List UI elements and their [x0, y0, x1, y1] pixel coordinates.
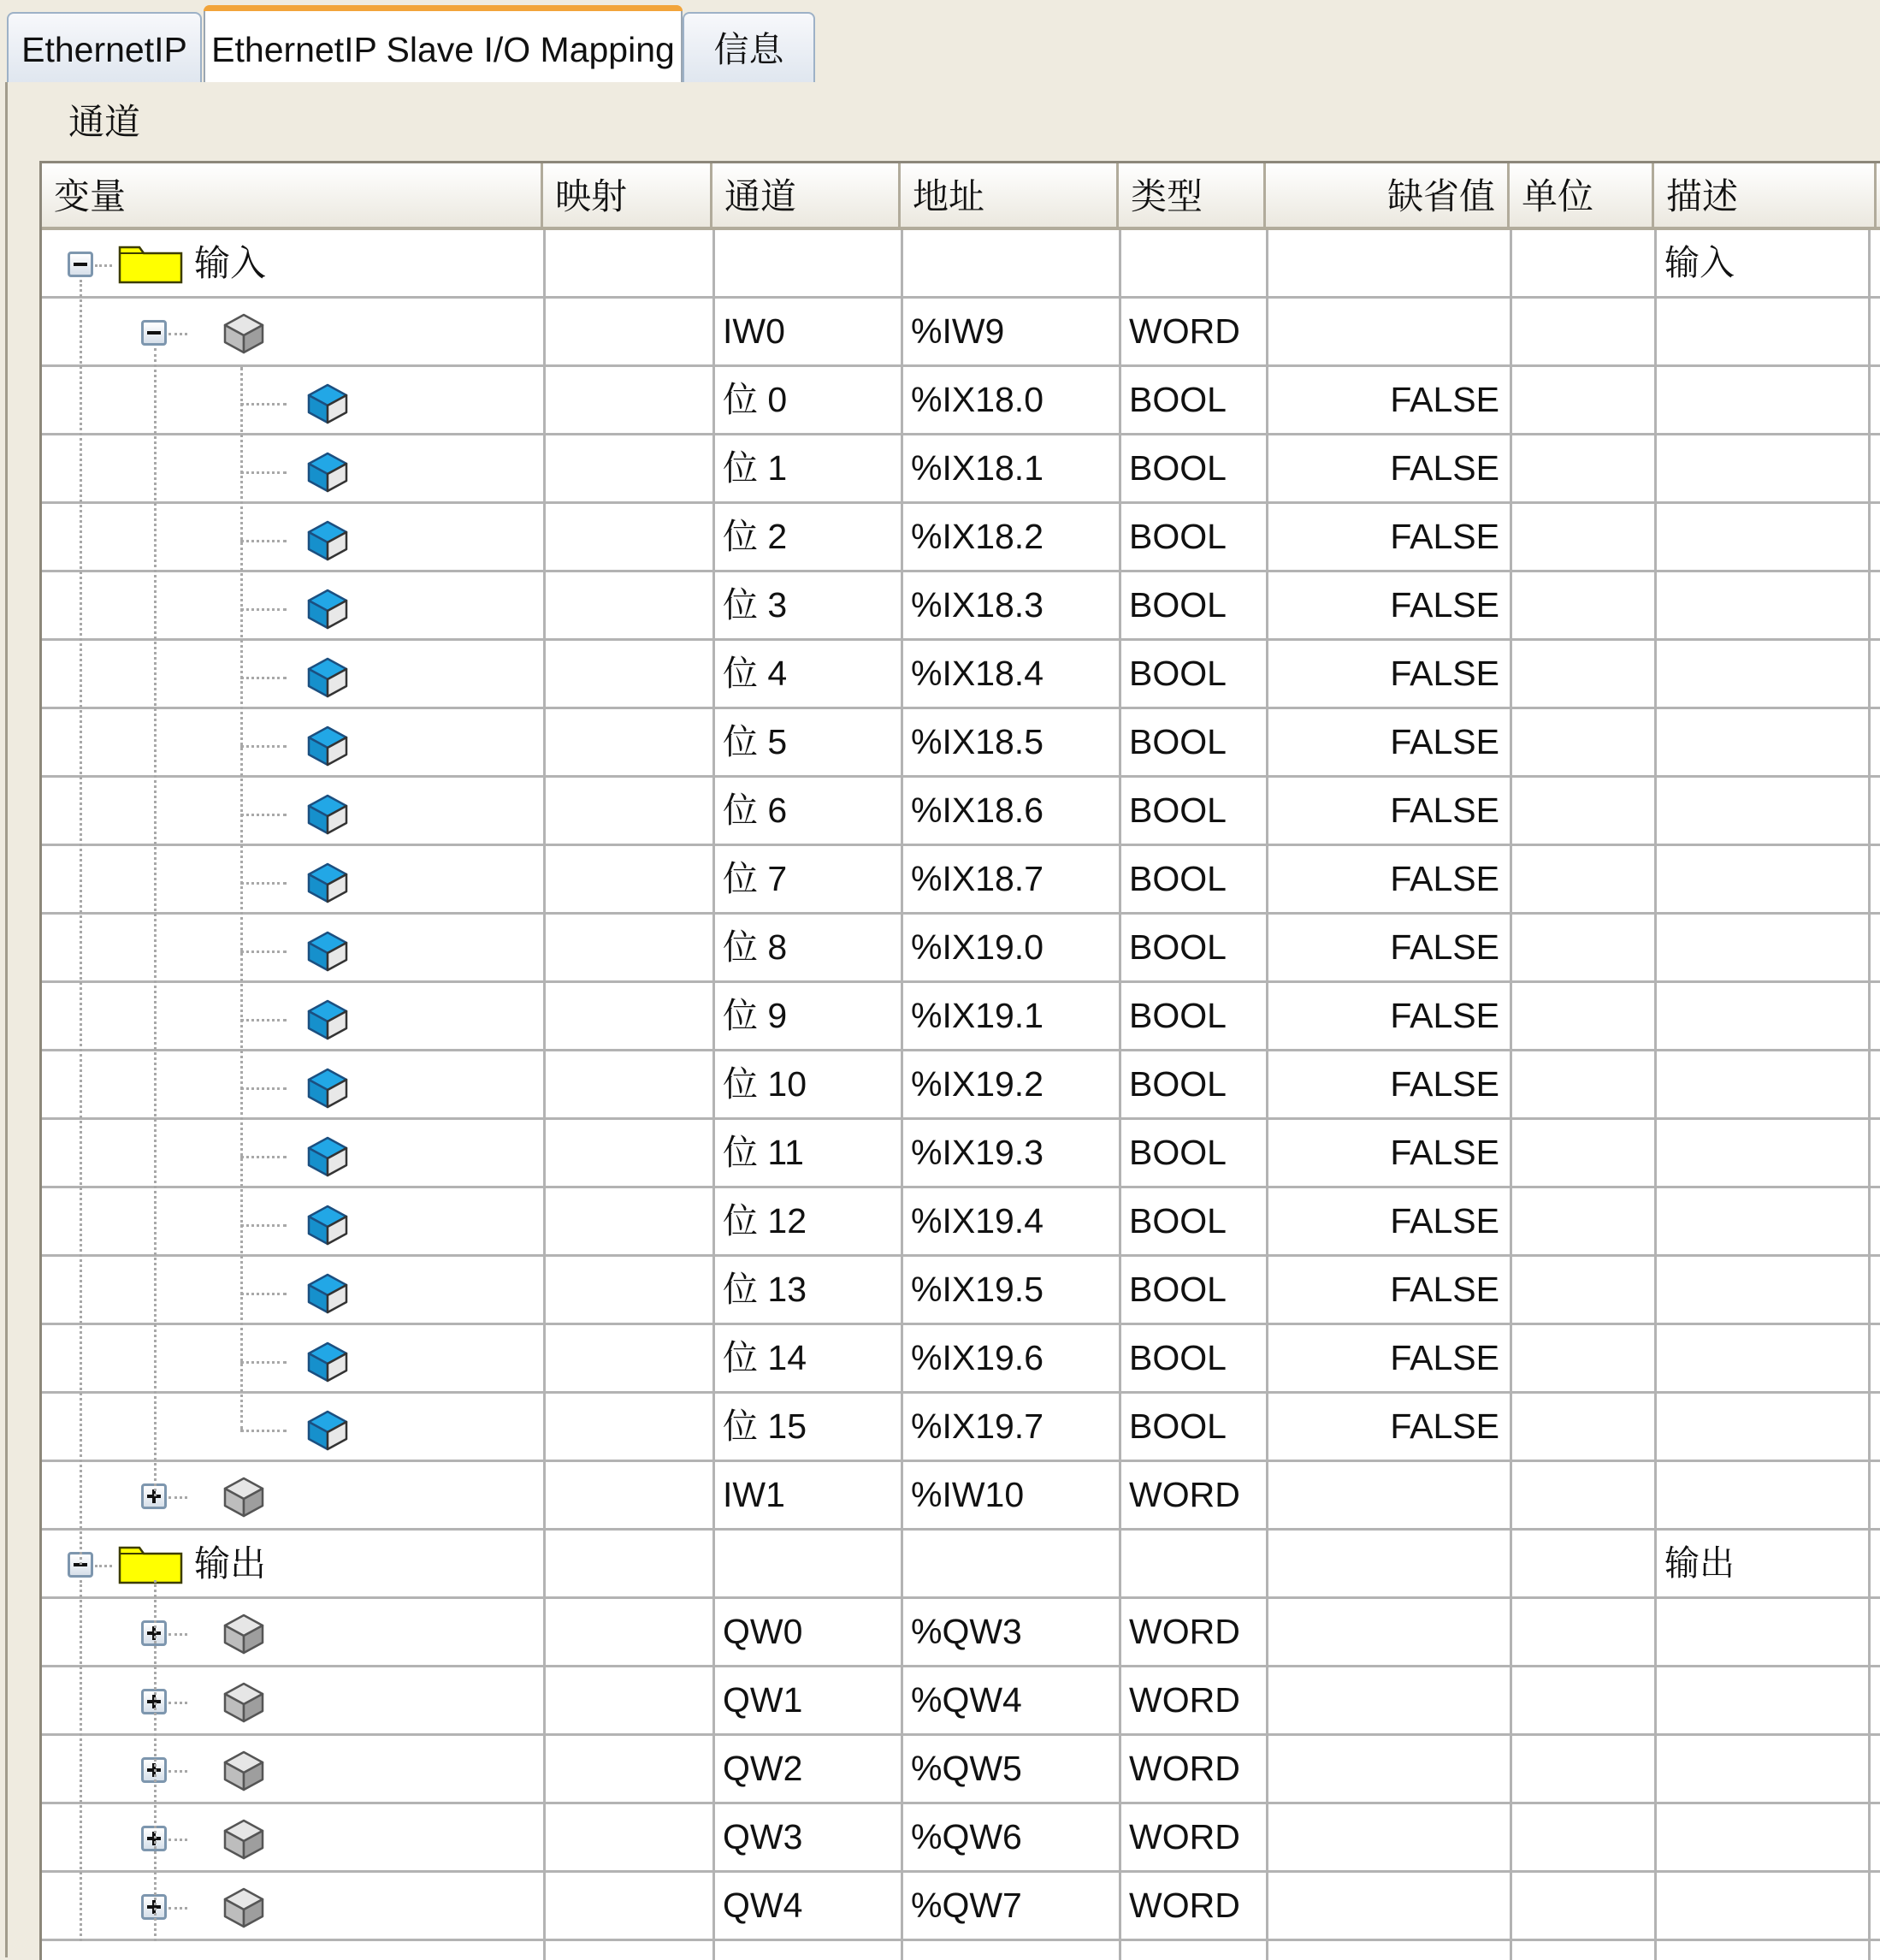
- cell-description[interactable]: [1654, 1462, 1868, 1528]
- cell-description[interactable]: [1654, 915, 1868, 980]
- cell-address[interactable]: %IX18.1: [911, 448, 1043, 488]
- cell-channel[interactable]: 位 10: [723, 1064, 807, 1104]
- tree-connector: [240, 1361, 287, 1364]
- tree-connector: [168, 1702, 187, 1704]
- folder-icon: [117, 1543, 184, 1585]
- cell-mapping[interactable]: [543, 1394, 712, 1460]
- cell-channel[interactable]: 位 2: [723, 517, 788, 556]
- cell-address[interactable]: %IX19.1: [911, 996, 1043, 1035]
- bit-channel-icon: [305, 927, 350, 974]
- column-divider: [1510, 230, 1512, 1960]
- cell-mapping[interactable]: [543, 1120, 712, 1186]
- bit-channel-icon: [305, 1270, 350, 1316]
- cell-type: WORD: [1129, 1612, 1240, 1651]
- tab-ethernetip[interactable]: EthernetIP: [7, 12, 202, 84]
- cell-address[interactable]: %IW10: [911, 1475, 1025, 1514]
- cell-mapping[interactable]: [543, 641, 712, 707]
- column-divider: [1868, 230, 1871, 1960]
- bit-channel-icon: [305, 654, 350, 700]
- cell-unit[interactable]: [1510, 983, 1654, 1049]
- bit-row[interactable]: [42, 1394, 1880, 1462]
- cell-channel[interactable]: QW3: [723, 1817, 803, 1856]
- cell-default[interactable]: FALSE: [1390, 791, 1499, 830]
- column-header-unit[interactable]: 单位: [1510, 163, 1654, 230]
- cell-default[interactable]: FALSE: [1390, 722, 1499, 761]
- cell-type: WORD: [1129, 311, 1240, 351]
- tree-connector: [240, 1293, 287, 1295]
- cell-address[interactable]: %QW7: [911, 1886, 1022, 1925]
- cell-default[interactable]: [1266, 230, 1510, 296]
- cell-unit[interactable]: [1510, 1873, 1654, 1939]
- word-row[interactable]: [42, 1462, 1880, 1531]
- cell-description[interactable]: [1654, 504, 1868, 570]
- tree-connector: [95, 264, 112, 267]
- cell-type: BOOL: [1129, 1338, 1227, 1377]
- tree-connector: [240, 1019, 287, 1021]
- cell-address[interactable]: %QW3: [911, 1612, 1022, 1651]
- cell-address[interactable]: %IX19.6: [911, 1338, 1043, 1377]
- tree-connector: [240, 1156, 287, 1158]
- cell-mapping[interactable]: [543, 778, 712, 844]
- cell-channel[interactable]: 位 5: [723, 722, 788, 761]
- cell-description[interactable]: [1654, 1394, 1868, 1460]
- cell-description[interactable]: [1654, 983, 1868, 1049]
- cell-default[interactable]: FALSE: [1390, 585, 1499, 625]
- cell-default[interactable]: [1266, 1531, 1510, 1596]
- cell-description[interactable]: [1654, 1804, 1868, 1870]
- cell-address[interactable]: %IX18.5: [911, 722, 1043, 761]
- cell-channel[interactable]: QW4: [723, 1886, 803, 1925]
- cell-type: WORD: [1129, 1886, 1240, 1925]
- cell-unit[interactable]: [1510, 709, 1654, 775]
- cell-unit[interactable]: [1510, 1736, 1654, 1802]
- cell-mapping[interactable]: [543, 1257, 712, 1323]
- bit-channel-icon: [305, 1338, 350, 1384]
- word-channel-icon: [222, 1473, 266, 1519]
- word-row[interactable]: [42, 1667, 1880, 1736]
- tree-guide-line: [80, 1580, 82, 1941]
- cell-default[interactable]: FALSE: [1390, 654, 1499, 693]
- column-header-mapping[interactable]: 映射: [543, 163, 712, 230]
- tree-connector: [168, 1907, 187, 1910]
- cell-description[interactable]: [1654, 1188, 1868, 1254]
- cell-address[interactable]: %IX19.3: [911, 1133, 1043, 1172]
- tree-connector: [168, 1839, 187, 1841]
- cell-channel[interactable]: 位 15: [723, 1406, 807, 1446]
- column-header-type[interactable]: 类型: [1119, 163, 1266, 230]
- column-header-description[interactable]: 描述: [1654, 163, 1877, 230]
- cell-description[interactable]: [1654, 1736, 1868, 1802]
- column-divider: [1119, 230, 1121, 1960]
- cell-type: BOOL: [1129, 927, 1227, 967]
- cell-unit[interactable]: [1510, 1051, 1654, 1117]
- cell-description[interactable]: [1654, 1051, 1868, 1117]
- bit-channel-icon: [305, 1064, 350, 1110]
- cell-default[interactable]: FALSE: [1390, 859, 1499, 898]
- bit-channel-icon: [305, 448, 350, 494]
- cell-type: [1119, 1531, 1266, 1596]
- cell-type: BOOL: [1129, 859, 1227, 898]
- cell-address[interactable]: %IX19.0: [911, 927, 1043, 967]
- cell-type: BOOL: [1129, 517, 1227, 556]
- cell-default[interactable]: [1266, 1804, 1510, 1870]
- tree-connector: [168, 1770, 187, 1773]
- tree-guide-line: [80, 280, 82, 1565]
- word-channel-icon: [222, 1610, 266, 1656]
- cell-unit[interactable]: [1510, 572, 1654, 638]
- cell-unit[interactable]: [1510, 915, 1654, 980]
- cell-unit[interactable]: [1510, 1599, 1654, 1665]
- cell-default[interactable]: FALSE: [1390, 1406, 1499, 1446]
- cell-default[interactable]: FALSE: [1390, 1338, 1499, 1377]
- bit-row[interactable]: [42, 641, 1880, 709]
- cell-address[interactable]: %IX19.2: [911, 1064, 1043, 1104]
- bit-row[interactable]: [42, 572, 1880, 641]
- bit-channel-icon: [305, 791, 350, 837]
- cell-type: BOOL: [1129, 1201, 1227, 1241]
- folder-label: 输出: [194, 1543, 267, 1584]
- cell-mapping[interactable]: [543, 367, 712, 433]
- cell-description[interactable]: [1654, 1325, 1868, 1391]
- word-channel-icon: [222, 1747, 266, 1793]
- cell-address[interactable]: %IX19.4: [911, 1201, 1043, 1241]
- cell-mapping[interactable]: [543, 1051, 712, 1117]
- cell-address[interactable]: %QW4: [911, 1680, 1022, 1720]
- cell-address[interactable]: %IX18.0: [911, 380, 1043, 419]
- cell-type: BOOL: [1129, 1133, 1227, 1172]
- tree-connector: [240, 1430, 287, 1432]
- cell-address[interactable]: %IX19.5: [911, 1270, 1043, 1309]
- cell-mapping[interactable]: [543, 1599, 712, 1665]
- cell-unit[interactable]: [1510, 1462, 1654, 1528]
- cell-unit[interactable]: [1510, 1531, 1654, 1596]
- cell-description[interactable]: 输出: [1664, 1543, 1735, 1583]
- cell-type: WORD: [1129, 1749, 1240, 1788]
- cell-mapping[interactable]: [543, 1531, 712, 1596]
- tree-connector: [240, 882, 287, 885]
- cell-unit[interactable]: [1510, 1325, 1654, 1391]
- cell-channel[interactable]: QW2: [723, 1749, 803, 1788]
- bit-row[interactable]: [42, 709, 1880, 778]
- cell-mapping[interactable]: [543, 1188, 712, 1254]
- cell-default[interactable]: [1266, 1599, 1510, 1665]
- bit-channel-icon: [305, 517, 350, 563]
- cell-mapping[interactable]: [543, 230, 712, 296]
- cell-mapping[interactable]: [543, 1736, 712, 1802]
- tree-connector: [240, 677, 287, 679]
- bit-row[interactable]: [42, 504, 1880, 572]
- cell-default[interactable]: [1266, 1736, 1510, 1802]
- cell-unit[interactable]: [1510, 1120, 1654, 1186]
- cell-channel[interactable]: 位 12: [723, 1201, 807, 1241]
- cell-unit[interactable]: [1510, 641, 1654, 707]
- cell-mapping[interactable]: [543, 1667, 712, 1733]
- cell-address[interactable]: %IX18.4: [911, 654, 1043, 693]
- tab-info[interactable]: 信息: [683, 12, 815, 84]
- cell-address[interactable]: %IX18.6: [911, 791, 1043, 830]
- cell-type: BOOL: [1129, 791, 1227, 830]
- section-label: 通道: [68, 102, 141, 142]
- cell-channel[interactable]: 位 4: [723, 654, 788, 693]
- word-row[interactable]: [42, 1804, 1880, 1873]
- cell-address[interactable]: [901, 230, 1119, 296]
- word-channel-icon: [222, 1884, 266, 1930]
- cell-description[interactable]: [1654, 778, 1868, 844]
- bit-channel-icon: [305, 585, 350, 631]
- cell-mapping[interactable]: [543, 299, 712, 364]
- folder-row[interactable]: [42, 230, 1880, 299]
- cell-default[interactable]: FALSE: [1390, 517, 1499, 556]
- cell-default[interactable]: [1266, 1462, 1510, 1528]
- cell-description[interactable]: [1654, 1667, 1868, 1733]
- cell-unit[interactable]: [1510, 846, 1654, 912]
- cell-channel[interactable]: 位 7: [723, 859, 788, 898]
- bit-row[interactable]: [42, 1120, 1880, 1188]
- tree-connector: [240, 608, 287, 611]
- column-header-default[interactable]: 缺省值: [1266, 163, 1510, 230]
- folder-row[interactable]: [42, 1531, 1880, 1599]
- cell-type: WORD: [1129, 1817, 1240, 1856]
- bit-row[interactable]: [42, 1188, 1880, 1257]
- bit-row[interactable]: [42, 1257, 1880, 1325]
- cell-mapping[interactable]: [543, 435, 712, 501]
- cell-channel[interactable]: 位 6: [723, 791, 788, 830]
- cell-channel[interactable]: [712, 1531, 901, 1596]
- cell-channel[interactable]: IW0: [723, 311, 785, 351]
- cell-description[interactable]: [1654, 1599, 1868, 1665]
- cell-address[interactable]: %IX18.7: [911, 859, 1043, 898]
- tab-ethernetip-slave-io-mapping[interactable]: EthernetIP Slave I/O Mapping: [204, 5, 683, 84]
- tree-connector: [168, 1496, 187, 1499]
- cell-mapping[interactable]: [543, 709, 712, 775]
- tree-connector: [240, 814, 287, 816]
- cell-unit[interactable]: [1510, 230, 1654, 296]
- bit-row[interactable]: [42, 846, 1880, 915]
- folder-icon: [117, 242, 184, 285]
- cell-address[interactable]: %IX18.2: [911, 517, 1043, 556]
- collapse-icon[interactable]: [141, 320, 167, 346]
- cell-mapping[interactable]: [543, 1325, 712, 1391]
- cell-address[interactable]: %IX19.7: [911, 1406, 1043, 1446]
- cell-address[interactable]: [901, 1531, 1119, 1596]
- cell-description[interactable]: [1654, 1873, 1868, 1939]
- cell-unit[interactable]: [1510, 435, 1654, 501]
- cell-type: BOOL: [1129, 585, 1227, 625]
- tree-connector: [240, 950, 287, 953]
- folder-label: 输入: [194, 243, 267, 283]
- cell-default[interactable]: FALSE: [1390, 996, 1499, 1035]
- cell-channel[interactable]: 位 3: [723, 585, 788, 625]
- cell-default[interactable]: FALSE: [1390, 927, 1499, 967]
- bit-row[interactable]: [42, 778, 1880, 846]
- tree-connector: [240, 1224, 287, 1227]
- tree-connector: [95, 1565, 112, 1567]
- cell-type: BOOL: [1129, 1064, 1227, 1104]
- cell-unit[interactable]: [1510, 778, 1654, 844]
- cell-description[interactable]: [1654, 709, 1868, 775]
- cell-channel[interactable]: 位 0: [723, 380, 788, 419]
- bit-channel-icon: [305, 996, 350, 1042]
- column-divider: [543, 230, 546, 1960]
- cell-unit[interactable]: [1510, 504, 1654, 570]
- cell-type: BOOL: [1129, 996, 1227, 1035]
- column-header-address[interactable]: 地址: [901, 163, 1119, 230]
- column-divider: [901, 230, 903, 1960]
- cell-type: BOOL: [1129, 1406, 1227, 1446]
- word-row[interactable]: [42, 1736, 1880, 1804]
- io-mapping-grid: [39, 161, 1880, 1960]
- cell-mapping[interactable]: [543, 983, 712, 1049]
- tree-guide-line: [240, 367, 243, 1430]
- cell-description[interactable]: [1654, 1120, 1868, 1186]
- column-header-channel[interactable]: 通道: [712, 163, 901, 230]
- cell-default[interactable]: FALSE: [1390, 1201, 1499, 1241]
- cell-channel[interactable]: 位 8: [723, 927, 788, 967]
- cell-address[interactable]: %IX18.3: [911, 585, 1043, 625]
- cell-channel[interactable]: 位 9: [723, 996, 788, 1035]
- cell-channel[interactable]: QW0: [723, 1612, 803, 1651]
- cell-default[interactable]: FALSE: [1390, 448, 1499, 488]
- cell-description[interactable]: [1654, 299, 1868, 364]
- cell-mapping[interactable]: [543, 572, 712, 638]
- cell-unit[interactable]: [1510, 1394, 1654, 1460]
- cell-channel[interactable]: 位 1: [723, 448, 788, 488]
- collapse-icon[interactable]: [68, 252, 93, 277]
- cell-description[interactable]: 输入: [1664, 243, 1735, 282]
- cell-description[interactable]: [1654, 367, 1868, 433]
- bit-row[interactable]: [42, 435, 1880, 504]
- word-channel-icon: [222, 1815, 266, 1862]
- cell-type: BOOL: [1129, 654, 1227, 693]
- tree-connector: [168, 333, 187, 335]
- word-channel-icon: [222, 1679, 266, 1725]
- bit-channel-icon: [305, 1201, 350, 1247]
- cell-type: BOOL: [1129, 448, 1227, 488]
- cell-description[interactable]: [1654, 846, 1868, 912]
- column-header-filler: [1877, 163, 1880, 230]
- tree-connector: [168, 1633, 187, 1636]
- column-divider: [712, 230, 715, 1960]
- bit-channel-icon: [305, 1406, 350, 1453]
- bit-row[interactable]: [42, 1051, 1880, 1120]
- column-divider: [1266, 230, 1268, 1960]
- cell-mapping[interactable]: [543, 915, 712, 980]
- cell-default[interactable]: FALSE: [1390, 1064, 1499, 1104]
- cell-default[interactable]: FALSE: [1390, 380, 1499, 419]
- tree-guide-line: [154, 348, 157, 1496]
- word-row[interactable]: [42, 1873, 1880, 1941]
- column-header-variable[interactable]: 变量: [42, 163, 543, 230]
- cell-mapping[interactable]: [543, 1462, 712, 1528]
- cell-mapping[interactable]: [543, 504, 712, 570]
- cell-address[interactable]: %IW9: [911, 311, 1005, 351]
- cell-unit[interactable]: [1510, 1188, 1654, 1254]
- cell-mapping[interactable]: [543, 1873, 712, 1939]
- cell-type: BOOL: [1129, 380, 1227, 419]
- cell-description[interactable]: [1654, 641, 1868, 707]
- cell-default[interactable]: [1266, 1873, 1510, 1939]
- cell-unit[interactable]: [1510, 1804, 1654, 1870]
- cell-type: WORD: [1129, 1680, 1240, 1720]
- bit-row[interactable]: [42, 367, 1880, 435]
- tab-bar: [0, 0, 1880, 84]
- cell-address[interactable]: %QW5: [911, 1749, 1022, 1788]
- tree-connector: [240, 403, 287, 406]
- cell-channel[interactable]: IW1: [723, 1475, 785, 1514]
- bit-row[interactable]: [42, 915, 1880, 983]
- cell-default[interactable]: [1266, 299, 1510, 364]
- bit-channel-icon: [305, 859, 350, 905]
- tree-guide-line: [154, 1580, 157, 1941]
- word-row[interactable]: [42, 1599, 1880, 1667]
- cell-channel[interactable]: 位 13: [723, 1270, 807, 1309]
- cell-channel[interactable]: 位 11: [723, 1133, 804, 1172]
- column-divider: [1654, 230, 1657, 1960]
- cell-description[interactable]: [1654, 435, 1868, 501]
- cell-type: WORD: [1129, 1475, 1240, 1514]
- tree-connector: [240, 540, 287, 542]
- tree-connector: [240, 471, 287, 474]
- cell-address[interactable]: %QW6: [911, 1817, 1022, 1856]
- tree-connector: [240, 745, 287, 748]
- bit-row[interactable]: [42, 983, 1880, 1051]
- cell-unit[interactable]: [1510, 1257, 1654, 1323]
- cell-type: BOOL: [1129, 1270, 1227, 1309]
- cell-unit[interactable]: [1510, 1667, 1654, 1733]
- bit-channel-icon: [305, 1133, 350, 1179]
- cell-default[interactable]: [1266, 1667, 1510, 1733]
- bit-row[interactable]: [42, 1325, 1880, 1394]
- cell-type: BOOL: [1129, 722, 1227, 761]
- word-channel-icon: [222, 310, 266, 356]
- cell-default[interactable]: FALSE: [1390, 1270, 1499, 1309]
- cell-mapping[interactable]: [543, 1804, 712, 1870]
- cell-channel[interactable]: 位 14: [723, 1338, 807, 1377]
- tree-connector: [240, 1087, 287, 1090]
- cell-unit[interactable]: [1510, 367, 1654, 433]
- bit-channel-icon: [305, 722, 350, 768]
- cell-description[interactable]: [1654, 572, 1868, 638]
- cell-type: [1119, 230, 1266, 296]
- cell-channel[interactable]: QW1: [723, 1680, 803, 1720]
- word-row[interactable]: [42, 299, 1880, 367]
- cell-unit[interactable]: [1510, 299, 1654, 364]
- cell-channel[interactable]: [712, 230, 901, 296]
- cell-default[interactable]: FALSE: [1390, 1133, 1499, 1172]
- bit-channel-icon: [305, 380, 350, 426]
- cell-mapping[interactable]: [543, 846, 712, 912]
- cell-description[interactable]: [1654, 1257, 1868, 1323]
